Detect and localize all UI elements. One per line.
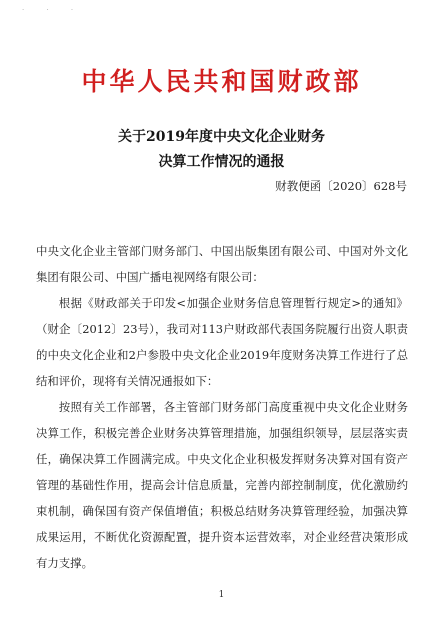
document-title-line-2: 决算工作情况的通报 (158, 154, 285, 170)
paragraph-2: 按照有关工作部署，各主管部门财务部门高度重视中央文化企业财务决算工作，积极完善企业财务决算管理措施，加强组织领导，层层落实责任，确保决算工作圆满完成。中央文化企业积极发挥财务决算对国有资产管理的基础性作用，提高会计信息质量，完善内部控制制度，优化激励约束机制，确保国有资产保值增值；积极总结财务决算管理经验，加强决算成果运用，不断优化资源配置，提升资本运营效率，对企业经营决策形成有力支撑。 (36, 400, 408, 570)
paragraph-1: 根据《财政部关于印发<加强企业财务信息管理暂行规定>的通知》（财企〔2012〕23号），我司对113户财政部代表国务院履行出资人职责的中央文化企业和2户参股中央文化企业2019年度财务决算工作进行了总结和评价，现将有关情况通报如下： (36, 296, 408, 388)
document-number: 财教便函〔2020〕628号 (275, 179, 407, 193)
masthead: 中华人民共和国财政部 (81, 67, 362, 96)
page-number: 1 (218, 590, 225, 600)
addressee: 中央文化企业主管部门财务部门、中国出版集团有限公司、中国对外文化集团有限公司、中国广播电视网络有限公司： (36, 244, 408, 284)
scan-speck: · · · (22, 6, 84, 14)
document-body (36, 238, 408, 576)
document-title-line-1: 关于2019年度中央文化企业财务 (118, 129, 325, 145)
